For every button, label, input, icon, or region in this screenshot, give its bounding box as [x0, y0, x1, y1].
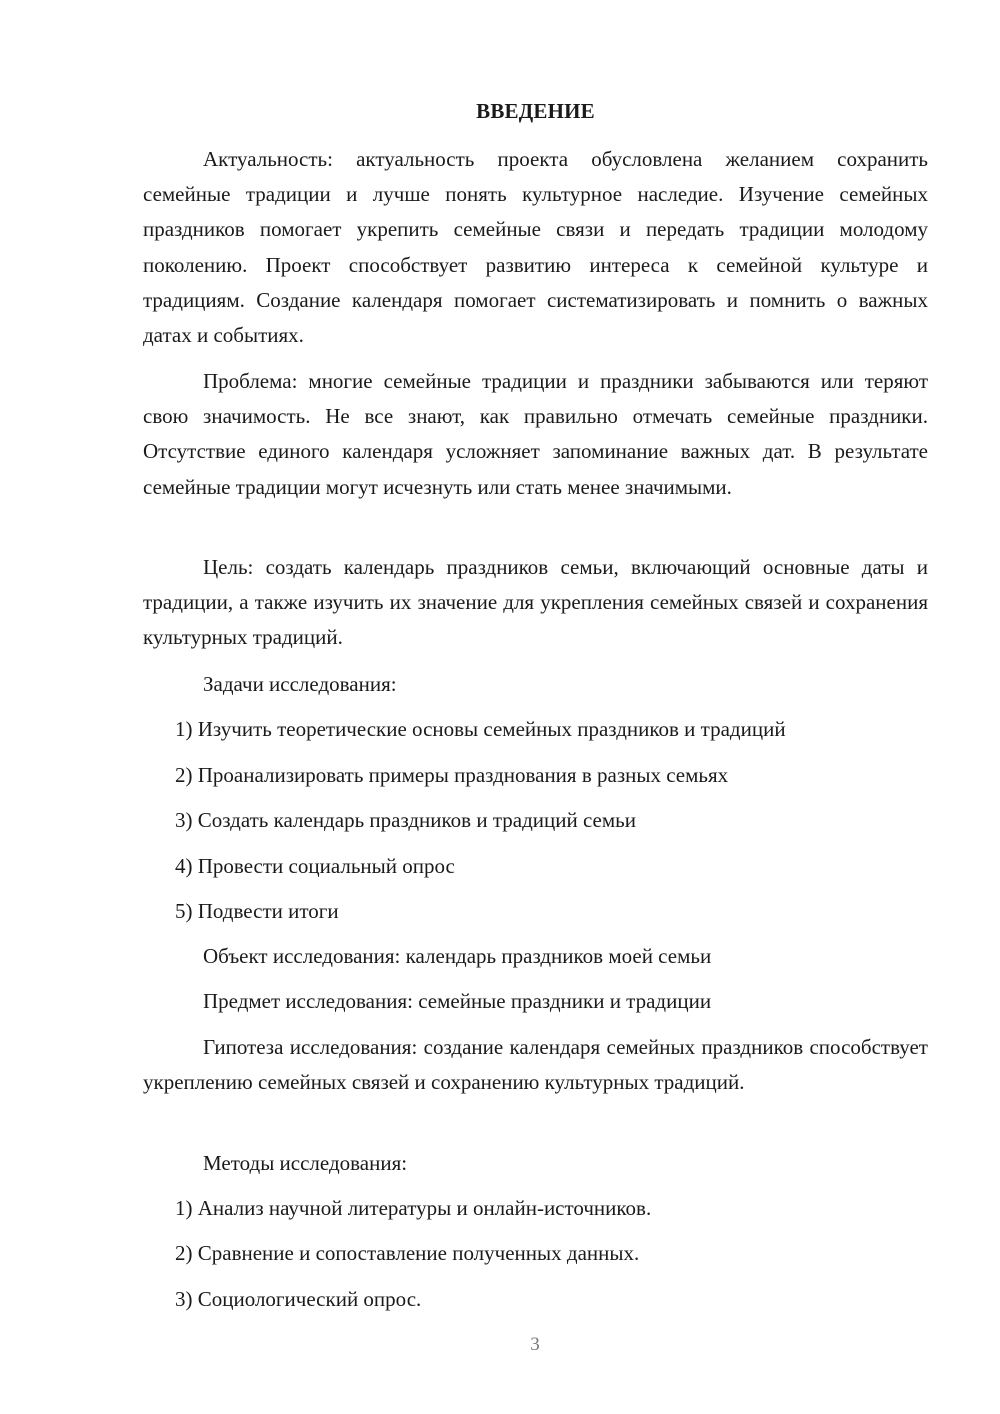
method-item: 3) Социологический опрос. [175, 1287, 422, 1311]
task-item: 1) Изучить теоретические основы семейных праздников и традиций [175, 717, 786, 741]
problem-paragraph: Проблема: многие семейные традиции и праздники забываются или теряют свою значимость. Не все знают, как правильно отмечать семейные праздники. Отсутствие единого календаря усложняет запоминание важных дат. В результате семейные традиции могут исчезнуть или стать менее значимыми. [143, 369, 928, 499]
page-number: 3 [530, 1334, 540, 1355]
task-item: 3) Создать календарь праздников и традиций семьи [175, 808, 636, 832]
hypothesis-paragraph: Гипотеза исследования: создание календаря семейных праздников способствует укреплению семейных связей и сохранению культурных традиций. [143, 1035, 928, 1095]
task-item: 5) Подвести итоги [175, 899, 339, 923]
method-item: 1) Анализ научной литературы и онлайн-источников. [175, 1196, 652, 1220]
goal-paragraph: Цель: создать календарь праздников семьи, включающий основные даты и традиции, а также изучить их значение для укрепления семейных связей и сохранения культурных традиций. [143, 555, 928, 650]
tasks-heading: Задачи исследования: [203, 672, 397, 696]
page-title: ВВЕДЕНИЕ [476, 99, 595, 123]
relevance-paragraph: Актуальность: актуальность проекта обусловлена желанием сохранить семейные традиции и лучше понять культурное наследие. Изучение семейных праздников помогает укрепить семейные связи и передать традиции молодому поколению. Проект способствует развитию интереса к семейной культуре и традициям. Создание календаря помогает систематизировать и помнить о важных датах и событиях. [143, 147, 928, 348]
methods-heading: Методы исследования: [203, 1151, 408, 1175]
task-item: 2) Проанализировать примеры празднования в разных семьях [175, 763, 729, 787]
subject-line: Предмет исследования: семейные праздники и традиции [203, 989, 712, 1013]
task-item: 4) Провести социальный опрос [175, 854, 455, 878]
method-item: 2) Сравнение и сопоставление полученных данных. [175, 1241, 640, 1265]
object-line: Объект исследования: календарь праздников моей семьи [203, 944, 712, 968]
